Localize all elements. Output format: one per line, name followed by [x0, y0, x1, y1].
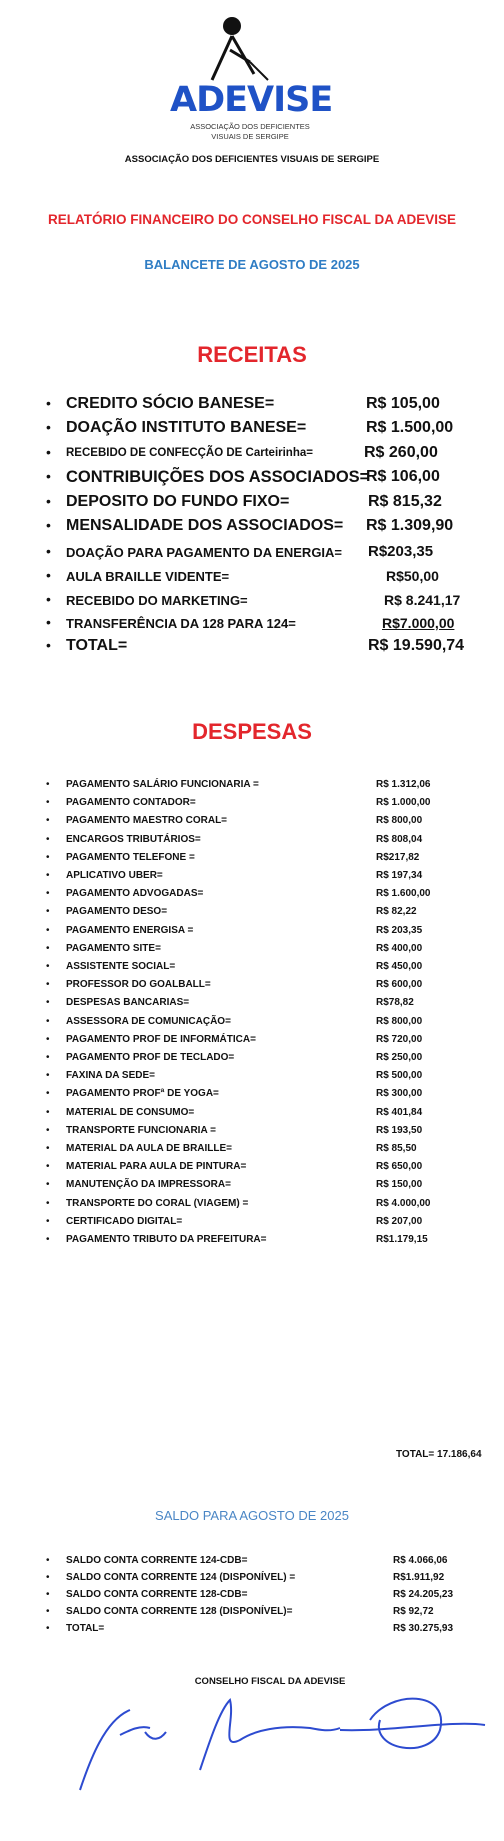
item-label: MENSALIDADE DOS ASSOCIADOS= [66, 517, 344, 534]
list-item: • TRANSFERÊNCIA DA 128 PARA 124= R$7.000,00 [46, 614, 455, 631]
item-label: PAGAMENTO PROFª DE YOGA= [66, 1088, 219, 1100]
item-label: PAGAMENTO CONTADOR= [66, 797, 196, 809]
item-label: PAGAMENTO SITE= [66, 942, 161, 954]
receitas-title: RECEITAS [197, 342, 307, 367]
list-item [46, 906, 496, 924]
bullet-icon: • [46, 1161, 50, 1173]
list-item [46, 1589, 496, 1606]
list-item [46, 1052, 496, 1070]
list-item: • RECEBIDO DE CONFECÇÃO DE Carteirinha= R$ 260,00 [46, 444, 438, 461]
item-label: DESPESAS BANCARIAS= [66, 997, 190, 1009]
list-item [46, 1623, 496, 1640]
bullet-icon: • [46, 1088, 50, 1100]
item-value: R$ 1.500,00 [366, 419, 454, 436]
item-label: SALDO CONTA CORRENTE 128-CDB= [66, 1589, 248, 1600]
item-label: TRANSPORTE DO CORAL (VIAGEM) = [66, 1197, 249, 1209]
item-label: SALDO CONTA CORRENTE 128 (DISPONÍVEL)= [66, 1606, 293, 1617]
item-label: DEPOSITO DO FUNDO FIXO= [66, 493, 290, 510]
list-item: • DOAÇÃO PARA PAGAMENTO DA ENERGIA= R$203,35 [46, 543, 434, 560]
item-label: CREDITO SÓCIO BANESE= [66, 395, 275, 412]
bullet-icon: • [46, 833, 50, 845]
item-value: R$ 193,50 [376, 1124, 423, 1136]
bullet-icon: • [46, 1234, 50, 1245]
item-value: R$ 207,00 [376, 1215, 423, 1227]
despesas-list [46, 779, 496, 1249]
item-label: SALDO CONTA CORRENTE 124 (DISPONÍVEL) = [66, 1572, 296, 1583]
bullet-icon: • [46, 1033, 50, 1045]
item-label: TRANSPORTE FUNCIONARIA = [66, 1124, 216, 1136]
item-label: RECEBIDO DE CONFECÇÃO DE Carteirinha= [66, 447, 313, 459]
item-value: R$ 30.275,93 [393, 1623, 454, 1634]
item-value: R$7.000,00 [382, 615, 455, 631]
list-item [46, 815, 496, 833]
bullet-icon: • [46, 1623, 50, 1634]
handwritten-signature [70, 1680, 490, 1800]
bullet-icon: • [46, 1606, 50, 1617]
list-item: • CONTRIBUIÇÕES DOS ASSOCIADOS= R$ 106,00 [46, 468, 440, 486]
item-value: R$ 250,00 [376, 1052, 423, 1063]
item-label: TRANSFERÊNCIA DA 128 PARA 124= [66, 616, 296, 631]
item-value: R$ 815,32 [368, 493, 442, 510]
item-label: PAGAMENTO ADVOGADAS= [66, 888, 204, 900]
list-item [46, 797, 496, 815]
bullet-icon: • [46, 924, 50, 936]
list-item [46, 1034, 496, 1052]
item-label: TOTAL= [66, 637, 128, 654]
bullet-icon: • [46, 797, 50, 809]
item-label: PAGAMENTO MAESTRO CORAL= [66, 815, 228, 827]
list-item [46, 1216, 496, 1234]
list-item [46, 997, 496, 1015]
report-title: RELATÓRIO FINANCEIRO DO CONSELHO FISCAL DA ADEVISE [47, 212, 457, 227]
item-value: R$ 450,00 [376, 961, 423, 972]
item-value: R$ 808,04 [376, 833, 423, 845]
bullet-icon: • [46, 906, 50, 918]
item-value: R$ 197,34 [376, 870, 423, 881]
item-label: APLICATIVO UBER= [66, 870, 163, 881]
list-item [46, 925, 496, 943]
list-item [46, 1143, 496, 1161]
item-value: R$ 105,00 [366, 395, 440, 412]
item-label: PAGAMENTO TRIBUTO DA PREFEITURA= [66, 1234, 267, 1245]
item-label: ASSESSORA DE COMUNICAÇÃO= [66, 1015, 231, 1027]
list-item [46, 943, 496, 961]
item-label: PAGAMENTO DESO= [66, 906, 168, 918]
item-value: R$217,82 [376, 851, 420, 863]
item-value: R$ 1.600,00 [376, 888, 431, 900]
despesas-title: DESPESAS [192, 719, 312, 744]
item-value: R$203,35 [368, 543, 434, 560]
item-value: R$ 8.241,17 [384, 592, 461, 608]
bullet-icon: • [46, 1179, 50, 1191]
item-label: MATERIAL DA AULA DE BRAILLE= [66, 1143, 233, 1154]
item-label: MATERIAL PARA AULA DE PINTURA= [66, 1161, 247, 1173]
receitas-list [46, 395, 486, 675]
item-label: ASSISTENTE SOCIAL= [66, 961, 176, 972]
list-item [46, 1198, 496, 1216]
item-value: R$ 92,72 [393, 1606, 434, 1617]
item-value: R$ 4.000,00 [376, 1197, 431, 1209]
list-item [46, 834, 496, 852]
item-value: R$78,82 [376, 997, 414, 1009]
item-value: R$ 1.312,06 [376, 779, 431, 790]
item-label: MATERIAL DE CONSUMO= [66, 1106, 195, 1118]
item-value: R$ 85,50 [376, 1143, 417, 1154]
item-value: R$ 24.205,23 [393, 1589, 454, 1600]
item-value: R$ 300,00 [376, 1088, 423, 1100]
list-item: • DOAÇÃO INSTITUTO BANESE= R$ 1.500,00 [46, 419, 454, 436]
item-label: SALDO CONTA CORRENTE 124-CDB= [66, 1555, 248, 1566]
list-item: • RECEBIDO DO MARKETING= R$ 8.241,17 [46, 591, 461, 608]
bullet-icon: • [46, 961, 50, 972]
item-value: R$ 400,00 [376, 942, 423, 954]
blind-person-icon [170, 14, 330, 84]
list-item [46, 779, 496, 797]
bullet-icon: • [46, 815, 50, 827]
list-item [46, 852, 496, 870]
item-label: FAXINA DA SEDE= [66, 1070, 155, 1082]
bullet-icon: • [46, 1015, 50, 1027]
item-label: CONTRIBUIÇÕES DOS ASSOCIADOS= [66, 468, 370, 486]
bullet-icon: • [46, 997, 50, 1009]
item-label: PAGAMENTO ENERGISA = [66, 924, 194, 936]
item-label: MANUTENÇÃO DA IMPRESSORA= [66, 1179, 231, 1191]
item-label: PAGAMENTO SALÁRIO FUNCIONARIA = [66, 779, 259, 790]
bullet-icon: • [46, 1215, 50, 1227]
item-value: R$ 19.590,74 [368, 637, 465, 654]
bullet-icon: • [46, 1555, 50, 1566]
item-value: R$ 106,00 [366, 468, 440, 485]
list-item: • TOTAL= R$ 19.590,74 [46, 637, 465, 654]
logo-subtitle-2: VISUAIS DE SERGIPE [211, 132, 289, 141]
list-item: • MENSALIDADE DOS ASSOCIADOS= R$ 1.309,90 [46, 517, 454, 534]
item-label: PAGAMENTO PROF DE INFORMÁTICA= [66, 1033, 256, 1045]
list-item [46, 870, 496, 888]
list-item [46, 1606, 496, 1623]
item-value: R$ 650,00 [376, 1161, 423, 1173]
item-label: AULA BRAILLE VIDENTE= [66, 569, 230, 584]
item-label: CERTIFICADO DIGITAL= [66, 1215, 183, 1227]
item-value: R$1.179,15 [376, 1234, 428, 1245]
list-item: • DEPOSITO DO FUNDO FIXO= R$ 815,32 [46, 493, 442, 510]
bullet-icon: • [46, 942, 50, 954]
list-item [46, 961, 496, 979]
bullet-icon: • [46, 1572, 50, 1583]
item-value: R$50,00 [386, 568, 439, 584]
item-value: R$1.911,92 [393, 1572, 445, 1583]
item-value: R$ 82,22 [376, 906, 417, 918]
item-value: R$ 4.066,06 [393, 1555, 448, 1566]
report-subtitle: BALANCETE DE AGOSTO DE 2025 [144, 257, 360, 272]
item-label: TOTAL= [66, 1623, 105, 1634]
item-value: R$ 600,00 [376, 979, 423, 991]
bullet-icon: • [46, 1197, 50, 1209]
logo-wordmark: ADEVISE [170, 80, 333, 120]
list-item [46, 1125, 496, 1143]
list-item [46, 1161, 496, 1179]
item-value: R$ 401,84 [376, 1106, 423, 1118]
item-value: R$ 150,00 [376, 1179, 423, 1191]
signature-title: CONSELHO FISCAL DA ADEVISE [194, 1676, 346, 1687]
bullet-icon: • [46, 1106, 50, 1118]
item-value: R$ 800,00 [376, 1015, 423, 1027]
item-value: R$ 1.309,90 [366, 517, 454, 534]
item-value: R$ 1.000,00 [376, 797, 431, 809]
bullet-icon: • [46, 888, 50, 900]
item-value: R$ 720,00 [376, 1033, 423, 1045]
bullet-icon: • [46, 979, 50, 991]
list-item [46, 888, 496, 906]
saldo-title: SALDO PARA AGOSTO DE 2025 [155, 1508, 349, 1523]
item-value: R$ 500,00 [376, 1070, 423, 1082]
list-item [46, 1016, 496, 1034]
bullet-icon: • [46, 1070, 50, 1082]
bullet-icon: • [46, 779, 50, 790]
item-value: R$ 260,00 [364, 444, 438, 461]
bullet-icon: • [46, 1143, 50, 1154]
bullet-icon: • [46, 870, 50, 881]
bullet-icon: • [46, 851, 50, 863]
item-label: PAGAMENTO PROF DE TECLADO= [66, 1052, 235, 1063]
despesas-total: TOTAL= 17.186,64 [396, 1449, 482, 1460]
item-value: R$ 800,00 [376, 815, 423, 827]
bullet-icon: • [46, 1052, 50, 1063]
list-item [46, 1088, 496, 1106]
list-item: • AULA BRAILLE VIDENTE= R$50,00 [46, 567, 439, 584]
list-item: • CREDITO SÓCIO BANESE= R$ 105,00 [46, 395, 440, 412]
adevise-logo [170, 14, 333, 144]
bullet-icon: • [46, 1124, 50, 1136]
item-label: PAGAMENTO TELEFONE = [66, 851, 195, 863]
list-item [46, 1555, 496, 1572]
logo-subtitle-1: ASSOCIAÇÃO DOS DEFICIENTES [190, 122, 310, 131]
list-item [46, 1179, 496, 1197]
item-label: PROFESSOR DO GOALBALL= [66, 979, 211, 991]
bullet-icon: • [46, 1589, 50, 1600]
item-label: DOAÇÃO PARA PAGAMENTO DA ENERGIA= [66, 545, 343, 560]
saldo-list [46, 1555, 496, 1645]
item-label: DOAÇÃO INSTITUTO BANESE= [66, 419, 307, 436]
list-item [46, 1234, 496, 1252]
item-value: R$ 203,35 [376, 924, 423, 936]
list-item [46, 979, 496, 997]
organization-name: ASSOCIAÇÃO DOS DEFICIENTES VISUAIS DE SERGIPE [124, 154, 380, 165]
list-item [46, 1070, 496, 1088]
list-item [46, 1107, 496, 1125]
item-label: ENCARGOS TRIBUTÁRIOS= [66, 833, 201, 845]
list-item [46, 1572, 496, 1589]
item-label: RECEBIDO DO MARKETING= [66, 593, 248, 608]
